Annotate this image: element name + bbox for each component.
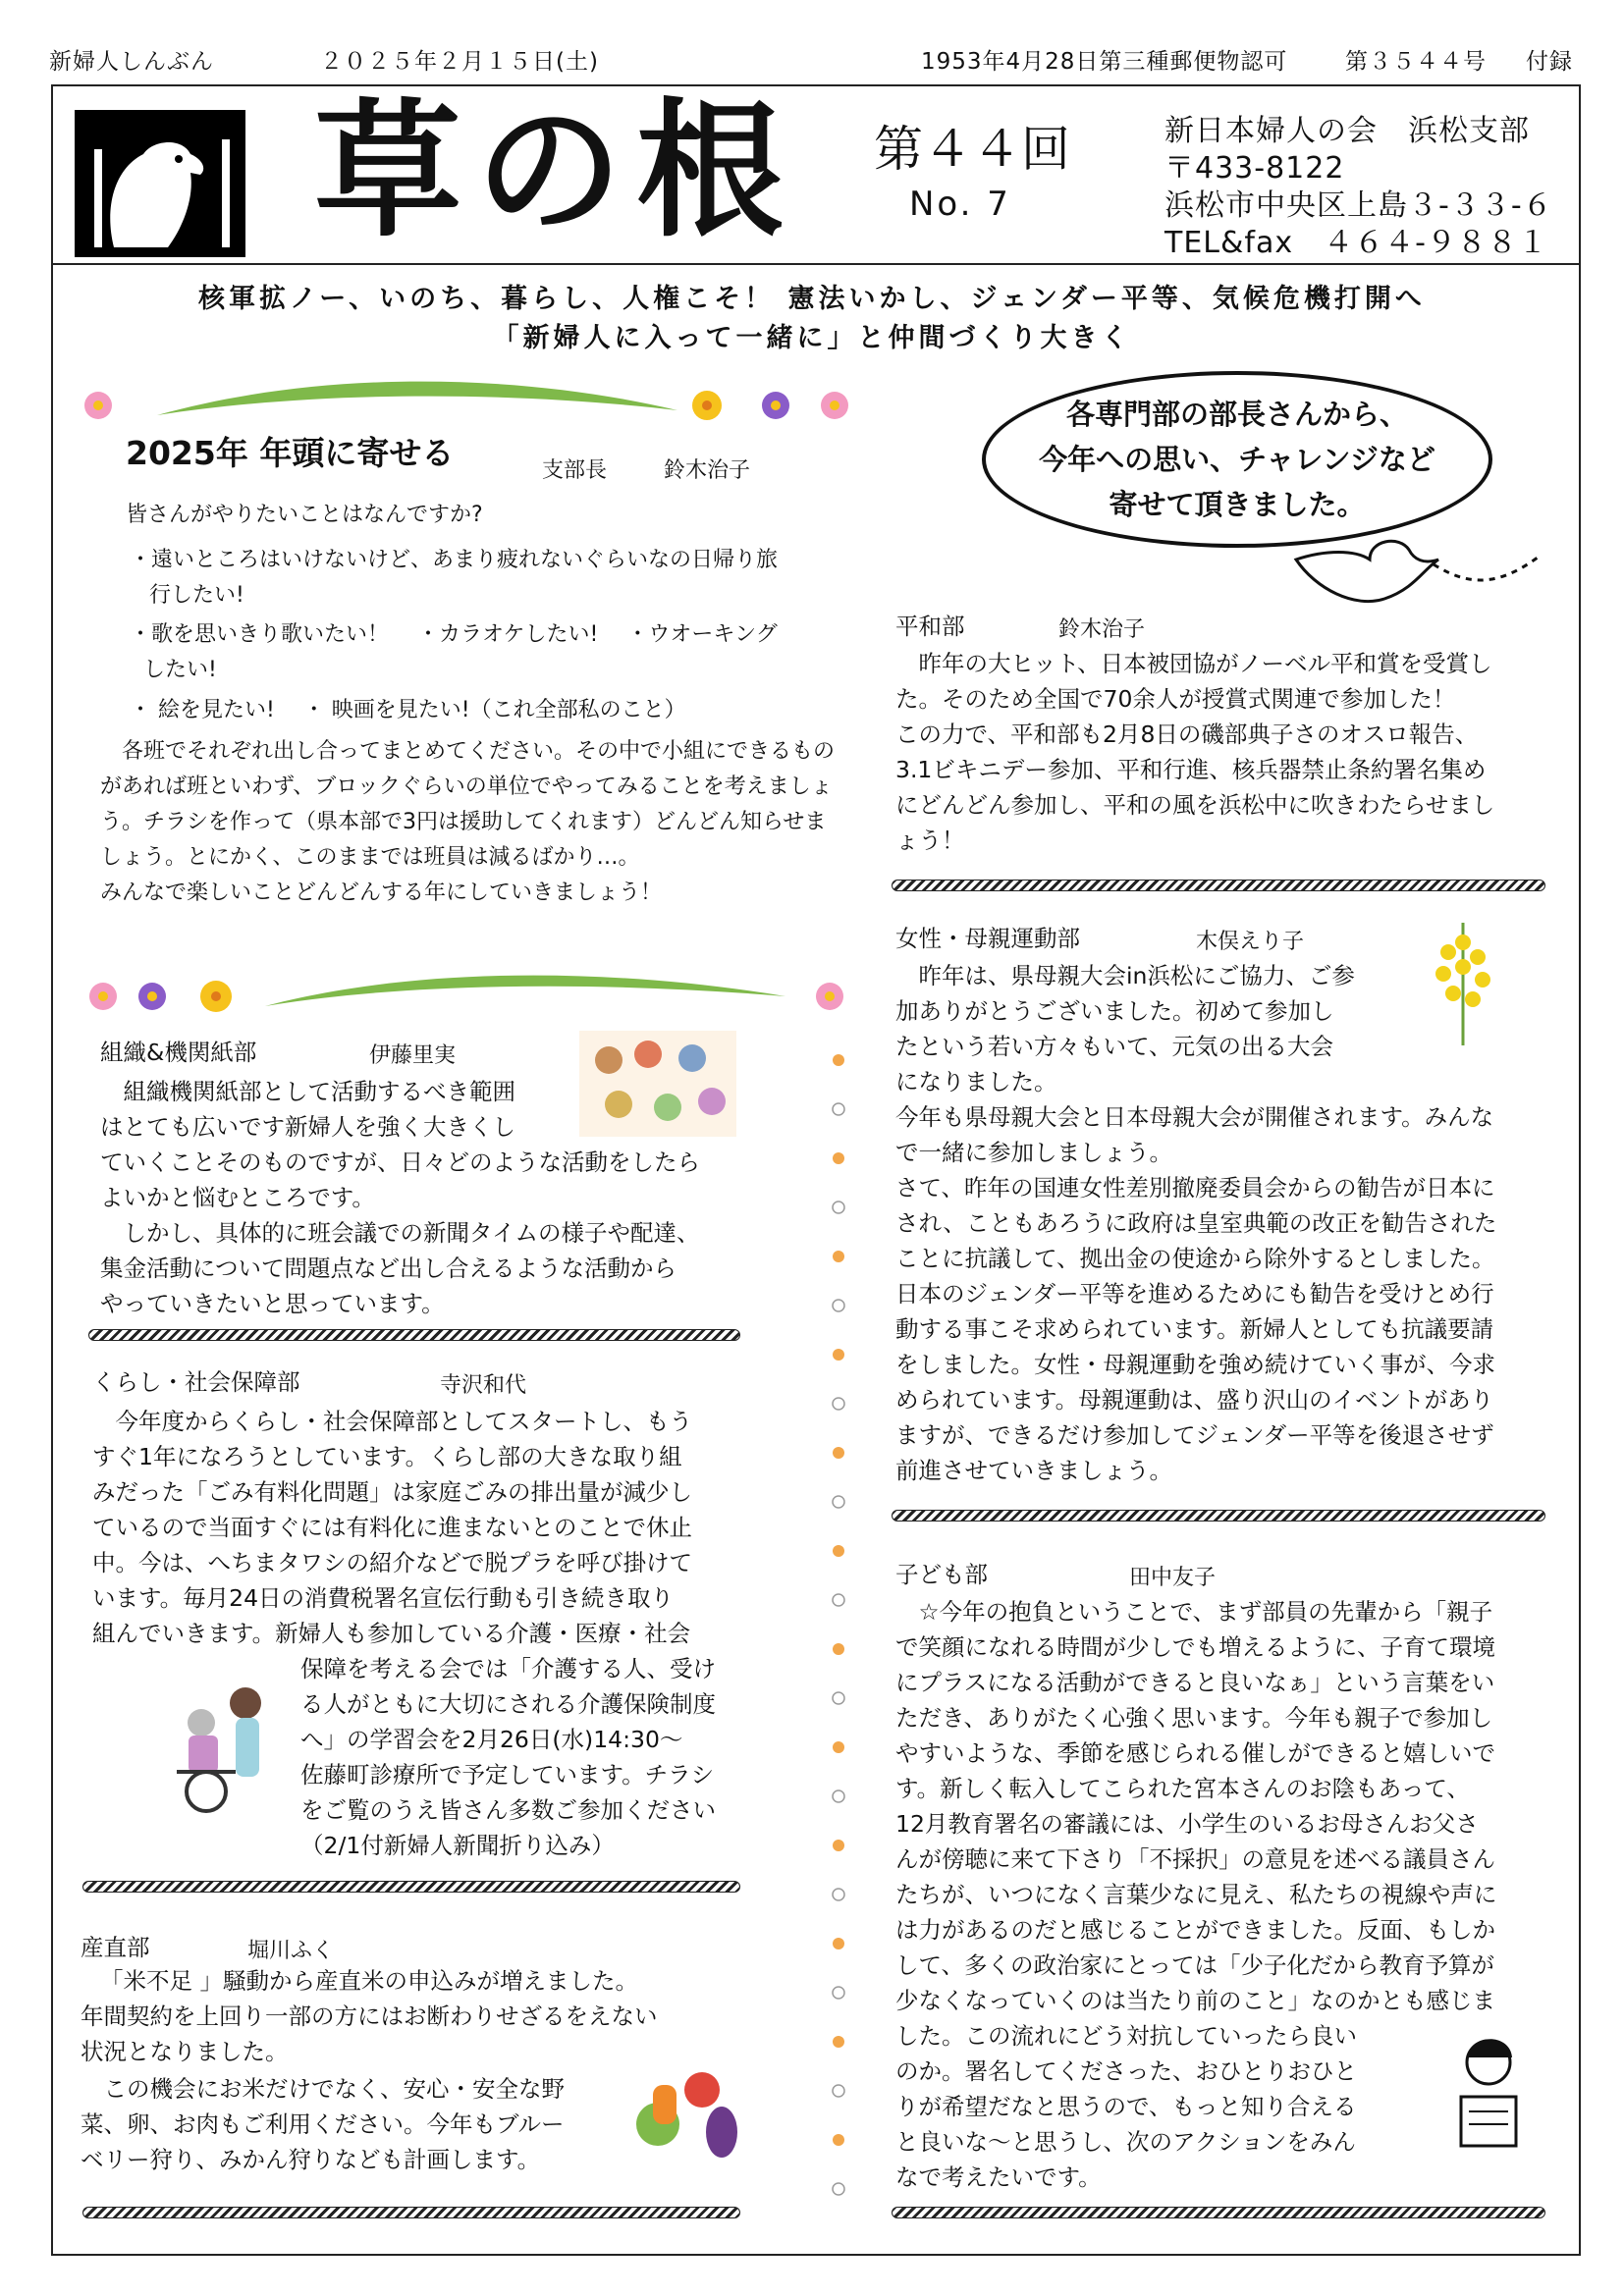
flower-banner-middle <box>69 962 864 1031</box>
supplement-label: 付録 <box>1526 49 1573 75</box>
josei-line: 日本のジェンダー平等を進めるためにも勧告を受けとめ行 <box>895 1280 1494 1308</box>
kurashi-line: （2/1付新婦人新聞折り込み） <box>300 1832 615 1859</box>
josei-line: 前進させていきましょう。 <box>895 1457 1172 1484</box>
flower-icon <box>138 983 166 1010</box>
kurashi-title: くらし・社会保障部 <box>92 1368 300 1396</box>
bird-logo <box>75 110 245 257</box>
slogan-line-2: 「新婦人に入って一緒に」と仲間づくり大きく <box>492 323 1132 353</box>
masthead-divider <box>51 263 1581 265</box>
josei-line: たという若い方々もいて、元気の出る大会 <box>895 1033 1334 1060</box>
group-meeting-illustration <box>579 1031 736 1137</box>
kurashi-line: 中。今は、へちまタワシの紹介などで脱プラを呼び掛けて <box>92 1549 692 1576</box>
flower-icon <box>692 391 722 420</box>
kurashi-line: ているので当面すぐには有料化に進まないとのことで休止 <box>92 1514 692 1541</box>
edition-number: No. 7 <box>909 185 1011 224</box>
soshiki-line: 集金活動について問題点など出し合えるような活動から <box>100 1255 677 1282</box>
kurashi-line: 組んでいきます。新婦人も参加している介護・医療・社会 <box>92 1620 691 1647</box>
kurashi-line: 保障を考える会では「介護する人、受け <box>300 1655 716 1682</box>
new-year-line: ・ 絵を見たい! ・ 映画を見たい!（これ全部私のこと） <box>130 698 686 722</box>
josei-line: 加ありがとうございました。初めて参加し <box>895 997 1334 1025</box>
new-year-author: 鈴木治子 <box>664 458 751 483</box>
branch-postal: 〒433-8122 <box>1164 151 1345 186</box>
flower-icon <box>84 392 112 419</box>
branch-org: 新日本婦人の会 浜松支部 <box>1164 114 1530 148</box>
kurashi-line: る人がともに大切にされる介護保険制度 <box>300 1690 716 1718</box>
new-year-line: 皆さんがやりたいことはなんですか? <box>126 503 483 527</box>
flower-icon <box>816 983 843 1010</box>
kurashi-line: へ」の学習会を2月26日(水)14:30～ <box>300 1726 683 1753</box>
kodomo-line: す。新しく転入してこられた宮本さんのお陰もあって、 <box>895 1775 1470 1802</box>
issue-date: ２０２５年２月１５日(土) <box>320 49 599 75</box>
heiwa-author: 鈴木治子 <box>1058 617 1146 642</box>
new-year-line: しょう。とにかく、このままでは班員は減るばかり…。 <box>100 845 640 870</box>
mimosa-icon <box>1404 913 1522 1050</box>
kodomo-line: は力があるのだと感じることができました。反面、もしか <box>895 1916 1495 1944</box>
kodomo-line: りが希望だなと思うので、もっと知り合える <box>895 2093 1357 2120</box>
masthead-title: 草の根 <box>314 86 798 257</box>
kurashi-line: います。毎月24日の消費税署名宣伝行動も引き続き取り <box>92 1584 675 1612</box>
new-year-line: みんなで楽しいことどんどんする年にしていきましょう！ <box>100 881 663 905</box>
heiwa-line: この力で、平和部も2月8日の磯部典子さのオスロ報告、 <box>895 721 1479 748</box>
soshiki-line: しかし、具体的に班会議での新聞タイムの様子や配達、 <box>100 1219 700 1247</box>
kodomo-line: ただき、ありがたく心強く思います。今年も親子で参加し <box>895 1704 1493 1732</box>
soshiki-line: ていくことそのものですが、日々どのような活動をしたら <box>100 1148 700 1176</box>
sanchoku-line: この機会にお米だけでなく、安心・安全な野 <box>81 2075 566 2103</box>
heiwa-line: た。そのため全国で70余人が授賞式関連で参加した！ <box>895 685 1456 713</box>
kurashi-line: 佐藤町診療所で予定しています。チラシ <box>300 1761 715 1789</box>
sanchoku-line: 「米不足 」騒動から産直米の申込みが増えました。 <box>100 1967 638 1995</box>
new-year-line: したい! <box>143 658 217 682</box>
bubble-line-1: 各専門部の部長さんから、 <box>1065 398 1408 431</box>
kurashi-line: みだった「ごみ有料化問題」は家庭ごみの排出量が減少し <box>92 1478 692 1506</box>
kodomo-line: ☆今年の抱負ということで、まず部員の先輩から「親子 <box>895 1598 1493 1626</box>
sanchoku-author: 堀川ふく <box>247 1939 335 1963</box>
vertical-flower-divider <box>828 1050 849 2209</box>
kurashi-line: すぐ1年になろうとしています。くらし部の大きな取り組 <box>92 1443 682 1470</box>
bubble-line-2: 今年への思い、チャレンジなど <box>1039 443 1435 476</box>
flower-icon <box>762 392 789 419</box>
sanchoku-title: 産直部 <box>81 1934 150 1961</box>
new-year-line: 行したい! <box>149 583 244 608</box>
soshiki-line: はとても広いです新婦人を強く大きくし <box>100 1113 515 1141</box>
sanchoku-line: 状況となりました。 <box>81 2038 289 2065</box>
postal-permit: 1953年4月28日第三種郵便物認可 <box>921 49 1288 75</box>
bubble-line-3: 寄せて頂きました。 <box>1109 488 1366 521</box>
josei-line: 昨年は、県母親大会in浜松にご協力、ご参 <box>895 962 1355 989</box>
kodomo-line: 12月教育署名の審議には、小学生のいるお母さんお父さ <box>895 1810 1479 1838</box>
josei-author: 木俣えり子 <box>1196 930 1305 954</box>
new-year-line: ・歌を思いきり歌いたい！ ・カラオケしたい! ・ウオーキング <box>130 622 778 647</box>
josei-line: され、こともあろうに政府は皇室典範の改正を勧告された <box>895 1209 1497 1237</box>
josei-line: をしました。女性・母親運動を強め続けていく事が、今求 <box>895 1351 1495 1378</box>
rope-divider <box>892 2207 1545 2218</box>
edition-label: 第４４回 <box>874 121 1070 178</box>
josei-line: ますが、できるだけ参加してジェンダー平等を後退させず <box>895 1421 1494 1449</box>
bird-logo-icon <box>75 110 245 257</box>
josei-line: 今年も県母親大会と日本母親大会が開催されます。みんな <box>895 1103 1494 1131</box>
kodomo-author: 田中友子 <box>1129 1566 1217 1590</box>
kodomo-line: して、多くの政治家にとっては「少子化だから教育予算が <box>895 1951 1495 1979</box>
signature-campaign-illustration <box>1422 2018 1549 2156</box>
branch-tel: TEL&fax ４６４-９８８１ <box>1164 226 1548 260</box>
kurashi-author: 寺沢和代 <box>440 1373 527 1398</box>
branch-address: 浜松市中央区上島３-３３-６ <box>1164 188 1553 223</box>
kurashi-line: 今年度からくらし・社会保障部としてスタートし、もう <box>92 1408 692 1435</box>
kodomo-line: 少なくなっていくのは当たり前のこと」なのかとも感じま <box>895 1987 1495 2014</box>
dove-icon <box>1276 530 1551 638</box>
soshiki-author: 伊藤里実 <box>369 1043 457 1068</box>
flower-icon <box>89 983 117 1010</box>
rope-divider <box>82 2207 740 2218</box>
flower-icon <box>200 981 232 1012</box>
kodomo-line: した。この流れにどう対抗していったら良い <box>895 2022 1357 2050</box>
kodomo-line: で笑顔になれる時間が少しでも増えるように、子育て環境 <box>895 1633 1495 1661</box>
new-year-title: 2025年 年頭に寄せる <box>126 434 455 472</box>
rope-divider <box>892 880 1545 891</box>
kodomo-line: やすいような、季節を感じられる催しができると嬉しいで <box>895 1739 1495 1767</box>
soshiki-title: 組織&機関紙部 <box>100 1039 257 1066</box>
vegetables-illustration <box>628 2056 746 2163</box>
heiwa-line: ょう！ <box>895 827 965 854</box>
soshiki-line: よいかと悩むところです。 <box>100 1184 375 1211</box>
wheelchair-care-illustration <box>147 1679 295 1816</box>
josei-line: になりました。 <box>895 1068 1057 1095</box>
kodomo-title: 子ども部 <box>895 1561 988 1588</box>
rope-divider <box>82 1881 740 1893</box>
new-year-line: ・遠いところはいけないけど、あまり疲れないぐらいなの日帰り旅 <box>130 548 779 572</box>
new-year-line: 各班でそれぞれ出し合ってまとめてください。その中で小組にできるもの <box>100 739 836 764</box>
kodomo-line: んが傍聴に来て下さり「不採択」の意見を述べる議員さん <box>895 1845 1495 1873</box>
soshiki-line: やっていきたいと思っています。 <box>100 1290 445 1317</box>
kodomo-line: にプラスになる活動ができると良いなぁ」という言葉をい <box>895 1669 1495 1696</box>
kodomo-line: たちが、いつになく言葉少なに見え、私たちの視線や声に <box>895 1881 1497 1908</box>
kodomo-line: のか。署名してくださった、おひとりおひと <box>895 2057 1357 2085</box>
rope-divider <box>88 1329 740 1341</box>
josei-line: 動する事こそ求められています。新婦人としても抗議要請 <box>895 1315 1494 1343</box>
new-year-line: があれば班といわず、ブロックぐらいの単位でやってみることを考えましょ <box>100 774 833 799</box>
issue-number: 第３５４４号 <box>1345 49 1487 75</box>
heiwa-title: 平和部 <box>895 613 965 640</box>
josei-line: で一緒に参加しましょう。 <box>895 1139 1172 1166</box>
josei-title: 女性・母親運動部 <box>895 925 1080 952</box>
slogan-line-1: 核軍拡ノー、いのち、暮らし、人権こそ！ 憲法いかし、ジェンダー平等、気候危機打開へ <box>198 284 1426 314</box>
heiwa-line: にどんどん参加し、平和の風を浜松中に吹きわたらせまし <box>895 791 1495 819</box>
heiwa-line: 3.1ビキニデー参加、平和行進、核兵器禁止条約署名集め <box>895 756 1487 783</box>
josei-line: さて、昨年の国連女性差別撤廃委員会からの勧告が日本に <box>895 1174 1495 1201</box>
sanchoku-line: 年間契約を上回り一部の方にはお断わりせざるをえない <box>81 2002 658 2030</box>
kodomo-line: なで考えたいです。 <box>895 2163 1102 2191</box>
sanchoku-line: ベリー狩り、みかん狩りなども計画します。 <box>81 2146 541 2173</box>
new-year-role: 支部長 <box>542 458 608 483</box>
new-year-line: う。チラシを作って（県本部で3円は援助してくれます）どんどん知らせま <box>100 810 827 834</box>
paper-name: 新婦人しんぶん <box>49 49 214 75</box>
kurashi-line: をご覧のうえ皆さん多数ご参加ください <box>300 1796 716 1824</box>
josei-line: められています。母親運動は、盛り沢山のイベントがあり <box>895 1386 1494 1414</box>
rope-divider <box>892 1510 1545 1522</box>
flower-icon <box>821 392 848 419</box>
kodomo-line: と良いな～と思うし、次のアクションをみん <box>895 2128 1356 2156</box>
josei-line: ことに抗議して、拠出金の使途から除外するとしました。 <box>895 1245 1495 1272</box>
heiwa-line: 昨年の大ヒット、日本被団協がノーベル平和賞を受賞し <box>895 650 1492 677</box>
soshiki-line: 組織機関紙部として活動するべき範囲 <box>100 1078 515 1105</box>
sanchoku-line: 菜、卵、お肉もご利用ください。今年もブルー <box>81 2110 565 2138</box>
